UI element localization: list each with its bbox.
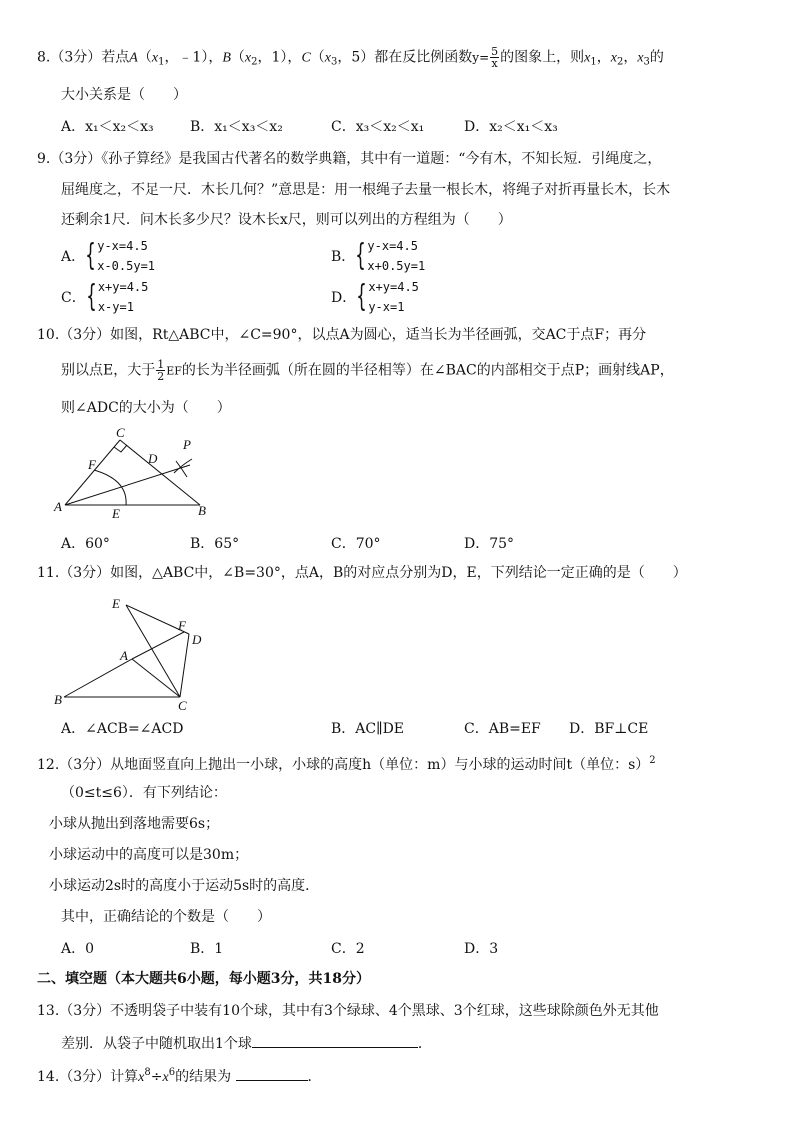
q11-option-b[interactable]: B．AC∥DE xyxy=(331,721,405,737)
q10-right-angle xyxy=(114,445,127,452)
q8-option-d[interactable]: D．x₂＜x₁＜x₃ xyxy=(464,119,558,135)
q14-answer-blank[interactable] xyxy=(236,1066,308,1081)
q11-label-f: F xyxy=(178,618,186,633)
q12-option-a[interactable]: A．0 xyxy=(61,941,95,957)
q11-side-ec xyxy=(126,605,180,697)
q13-line1: 13.（3分）不透明袋子中装有10个球，其中有3个绿球、4个黑球、3个红球，这些球除颜色外无其他 xyxy=(37,1003,659,1019)
q10-label-e: E xyxy=(112,506,120,521)
q10-option-d[interactable]: D．75° xyxy=(464,536,515,552)
q10-arc-ef xyxy=(94,470,126,505)
q9-option-b[interactable]: B． { y-x=4.5 x+0.5y=1 xyxy=(331,238,426,273)
q12-line2: （0≤t≤6）．有下列结论： xyxy=(61,785,227,801)
q12-option-c[interactable]: C．2 xyxy=(331,941,365,957)
q8-option-a[interactable]: A．x₁＜x₂＜x₃ xyxy=(61,119,154,135)
q9-option-d[interactable]: D． { x+y=4.5 y-x=1 xyxy=(331,279,419,314)
q11-side-af xyxy=(132,632,184,659)
q9-line3: 还剩余1尺．问木长多少尺？设木长x尺，则可以列出的方程组为（ ） xyxy=(61,212,512,228)
q10-label-d: D xyxy=(148,451,158,466)
q11-option-d[interactable]: D．BF⊥CE xyxy=(569,721,649,737)
q11-line1: 11.（3分）如图，△ABC中，∠B=30°，点A，B的对应点分别为D，E，下列结论一定正确的是（ ） xyxy=(37,565,687,581)
q11-label-e: E xyxy=(112,596,120,611)
q9-option-c[interactable]: C． { x+y=4.5 x-y=1 xyxy=(61,279,149,314)
q14-line: 14.（3分）计算$x^8\div x^6$的结果为 ． xyxy=(37,1067,322,1085)
q10-ray-ap xyxy=(65,465,190,505)
q11-figure xyxy=(50,588,220,713)
q12-statement-2: 小球运动中的高度可以是30m； xyxy=(49,847,249,863)
q12-option-b[interactable]: B．1 xyxy=(190,941,224,957)
q9-line1: 9.（3分）《孙子算经》是我国古代著名的数学典籍，其中有一道题：“今有木，不知长短．引绳度之， xyxy=(37,151,662,167)
q11-side-ac xyxy=(132,659,180,697)
q10-side-ac xyxy=(65,440,120,505)
q9-option-a[interactable]: A． { y-x=4.5 x-0.5y=1 xyxy=(61,238,156,273)
q10-figure xyxy=(50,425,215,525)
q11-option-a[interactable]: A．∠ACB=∠ACD xyxy=(61,721,184,737)
q10-line3: 则∠ADC的大小为（ ） xyxy=(61,400,231,416)
q10-label-a: A xyxy=(54,499,62,514)
q11-label-a: A xyxy=(120,648,128,663)
q10-label-b: B xyxy=(198,503,206,518)
q10-fraction: $\frac{1}{2}$ xyxy=(157,358,165,383)
q11-label-c: C xyxy=(178,698,187,713)
q8-option-c[interactable]: C．x₃＜x₂＜x₁ xyxy=(331,119,425,135)
q11-side-ba xyxy=(64,659,132,697)
q11-option-c[interactable]: C．AB=EF xyxy=(464,721,541,737)
q8-fraction: $\frac{5}{x}$ xyxy=(491,45,499,70)
q10-option-c[interactable]: C．70° xyxy=(331,536,381,552)
q9-line2: 屈绳度之，不足一尺．木长几何？”意思是：用一根绳子去量一根长木，将绳子对折再量长木，长木 xyxy=(61,182,671,198)
q12-option-d[interactable]: D．3 xyxy=(464,941,499,957)
q10-label-p: P xyxy=(183,437,191,452)
q12-statement-1: 小球从抛出到落地需要6s； xyxy=(49,816,220,832)
section-2-heading: 二、填空题（本大题共6小题，每小题3分，共18分） xyxy=(37,971,370,987)
q13-answer-blank[interactable] xyxy=(252,1033,418,1048)
q10-option-b[interactable]: B．65° xyxy=(190,536,240,552)
q11-label-d: D xyxy=(192,632,202,647)
q12-line1: 12.（3分）从地面竖直向上抛出一小球，小球的高度h（单位：m）与小球的运动时间t（单位：s）$^2$ xyxy=(37,755,656,773)
q11-side-dc xyxy=(180,634,189,697)
q10-line2: 别以点E，大于 $\frac{1}{2}$ EF的长为半径画弧（所在圆的半径相等）在∠BAC的内部相交于点P；画射线AP， xyxy=(61,358,674,383)
q10-option-a[interactable]: A．60° xyxy=(61,536,110,552)
q13-line2: 差别．从袋子中随机取出1个球 ． xyxy=(61,1033,432,1053)
q12-line6: 其中，正确结论的个数是（ ） xyxy=(61,909,271,925)
q8-line2: 大小关系是（ ） xyxy=(61,87,187,103)
q10-label-c: C xyxy=(116,425,125,440)
q11-label-b: B xyxy=(54,692,62,707)
q8-line1: 8.（3分）若点$A(x_1$，﹣1），$B(x_2$，1），$C(x_3$，5）都在反比例函数y= $\frac{5}{x}$ 的图象上，则$x_1$，$x_2$，$x_3$的 xyxy=(37,45,664,70)
q10-label-f: F xyxy=(88,457,96,472)
q10-line1: 10.（3分）如图，Rt△ABC中，∠C=90°，以点A为圆心，适当长为半径画弧，交AC于点F；再分 xyxy=(37,327,647,343)
q8-option-b[interactable]: B．x₁＜x₃＜x₂ xyxy=(190,119,283,135)
q12-statement-3: 小球运动2s时的高度小于运动5s时的高度． xyxy=(49,878,320,894)
